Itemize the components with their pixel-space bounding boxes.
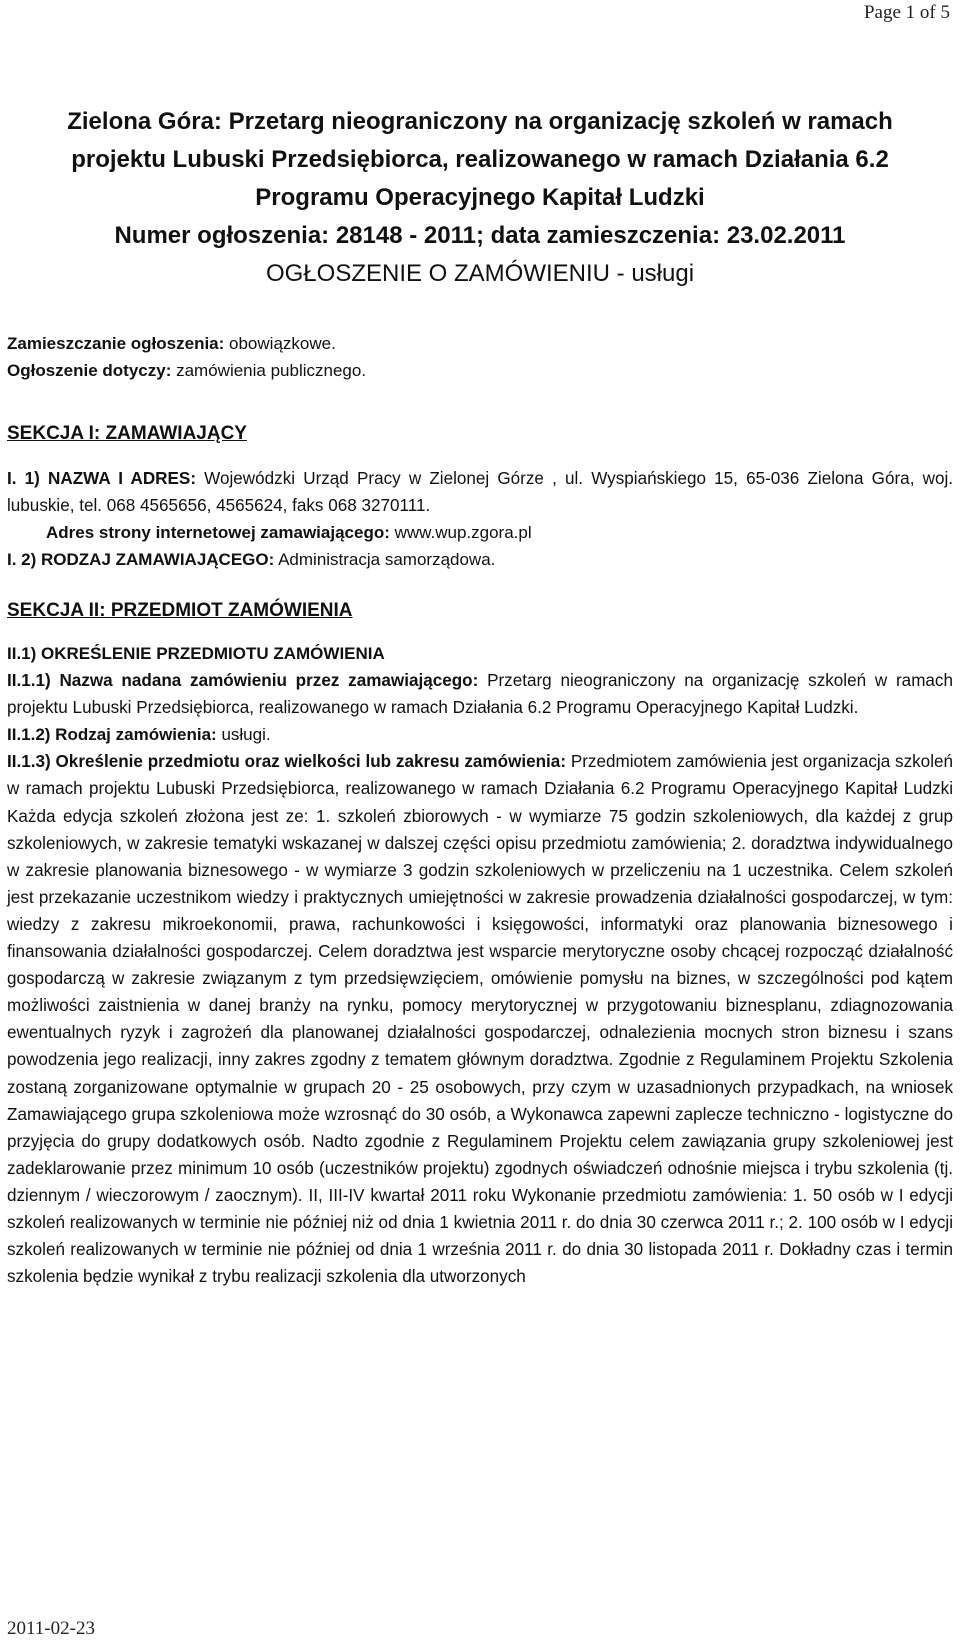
section-2 [7, 597, 953, 1290]
contract-name-label: II.1.1) Nazwa nadana zamówieniu przez zamawiającego: [7, 671, 479, 691]
placement-label: Zamieszczanie ogłoszenia: [7, 334, 225, 353]
concerns-line [7, 357, 953, 384]
website-value: www.wup.zgora.pl [389, 523, 532, 543]
title-line: Programu Operacyjnego Kapitał Ludzki [255, 184, 705, 211]
contract-name-value: Przetarg nieograniczony na organizację szkoleń w ramach projektu Lubuski Przedsiębiorca, realizowanego w ramach Działania 6.2 Programu Operacyjnego Kapitał Ludzki. [7, 671, 953, 718]
contract-type-label: II.1.2) Rodzaj zamówienia: [7, 725, 217, 745]
placement-line [7, 330, 953, 357]
notice-meta [7, 330, 953, 384]
contract-type [7, 721, 953, 748]
document-title [7, 103, 953, 255]
title-line: Zielona Góra: Przetarg nieograniczony na organizację szkoleń w ramach [67, 108, 893, 135]
section-2-heading: SEKCJA II: PRZEDMIOT ZAMÓWIENIA [7, 600, 353, 622]
notice-type: OGŁOSZENIE O ZAMÓWIENIU - usługi [265, 260, 695, 287]
contract-description-value: Przedmiotem zamówienia jest organizacja szkoleń w ramach projektu Lubuski Przedsiębiorca, realizowanego w ramach Działania 6.2 Programu Operacyjnego Kapitał Ludzki Każda edycja szkoleń złożona jest ze: 1. szkoleń zbiorowych - w wymiarze 75 godzin szkoleniowych, dla każdej z grup szkoleniowych, w zakresie tematyki wskazanej w dalszej części opisu przedmiotu zamówienia; 2. doradztwa indywidualnego w zakresie planowania biznesowego - w wymiarze 3 godzin szkoleniowych w przeliczeniu na 1 uczestnika. Celem szkoleń jest przekazanie uczestnikom wiedzy i praktycznych umiejętności w zakresie prowadzenia działalności gospodarczej, w tym: wiedzy z zakresu mikroekonomii, prawa, rachunkowości i księgowości, informatyki oraz planowania biznesowego i finansowania działalności gospodarczej. Celem doradztwa jest wsparcie merytoryczne osoby chcącej rozpocząć działalność gospodarczą w zakresie związanym z tym przedsięwzięciem, omówienie pomysłu na biznes, w szczególności pod kątem możliwości zaistnienia w danej branży na rynku, pomocy merytorycznej w przygotowaniu biznesplanu, zdiagnozowania ewentualnych ryzyk i zagrożeń dla planowanej działalności gospodarczej, odnalezienia mocnych stron biznesu i szans powodzenia jego realizacji, inny zakres zgodny z tematem głównym doradztwa. Zgodnie z Regulaminem Projektu Szkolenia zostaną zorganizowane optymalnie w grupach 20 - 25 osobowych, przy czym w uzasadnionych przypadkach, na wniosek Zamawiającego grupa szkoleniowa może wzrosnąć do 30 osób, a Wykonawca zapewni zaplecze techniczno - logistyczne do przyjęcia do grupy dodatkowych osób. Nadto zgodnie z Regulaminem Projektu celem zawiązania grupy szkoleniowej jest zadeklarowanie przez minimum 10 osób (uczestników projektu) zgodnych oświadczeń odnośnie miejsca i trybu szkolenia (tj. dziennym / wieczorowym / zaocznym). II, III-IV kwartał 2011 roku Wykonanie przedmiotu zamówienia: 1. 50 osób w I edycji szkoleń realizowanych w terminie nie później niż od dnia 1 kwietnia 2011 r. do dnia 30 czerwca 2011 r.; 2. 100 osób w I edycji szkoleń realizowanych w terminie nie później od dnia 1 września 2011 r. do dnia 30 listopada 2011 r. Dokładny czas i termin szkolenia będzie wynikał z trybu realizacji szkolenia dla utworzonych [7, 752, 954, 1287]
authority-kind-value: Administracja samorządowa. [274, 550, 496, 570]
authority-kind-line [7, 546, 953, 573]
contracting-authority-address [7, 465, 953, 519]
address-label: I. 1) NAZWA I ADRES: [7, 469, 197, 488]
authority-kind-label: I. 2) RODZAJ ZAMAWIAJĄCEGO: [7, 550, 275, 570]
footer-date: 2011-02-23 [7, 1618, 95, 1639]
concerns-label: Ogłoszenie dotyczy: [7, 361, 172, 380]
title-line: projektu Lubuski Przedsiębiorca, realizowanego w ramach Działania 6.2 [71, 146, 889, 173]
concerns-value: zamówienia publicznego. [171, 361, 367, 380]
document-body [7, 103, 953, 1290]
contract-description-label: II.1.3) Określenie przedmiotu oraz wielkości lub zakresu zamówienia: [7, 752, 567, 772]
website-line [7, 519, 953, 546]
website-label: Adres strony internetowej zamawiającego: [46, 523, 390, 543]
contract-type-value: usługi. [216, 725, 271, 745]
contract-description [7, 748, 953, 1290]
section-2-subheading: II.1) OKREŚLENIE PRZEDMIOTU ZAMÓWIENIA [7, 644, 385, 664]
contract-name [7, 667, 953, 721]
address-value: Wojewódzki Urząd Pracy w Zielonej Górze , ul. Wyspiańskiego 15, 65-036 Zielona Góra, woj. lubuskie, tel. 068 4565656, 4565624, faks 068 3270111. [7, 469, 953, 516]
page-number: Page 1 of 5 [863, 2, 950, 23]
placement-value: obowiązkowe. [224, 334, 336, 353]
section-1-heading: SEKCJA I: ZAMAWIAJĄCY [7, 423, 247, 444]
title-line: Numer ogłoszenia: 28148 - 2011; data zamieszczenia: 23.02.2011 [114, 222, 846, 249]
section-1 [7, 420, 953, 573]
